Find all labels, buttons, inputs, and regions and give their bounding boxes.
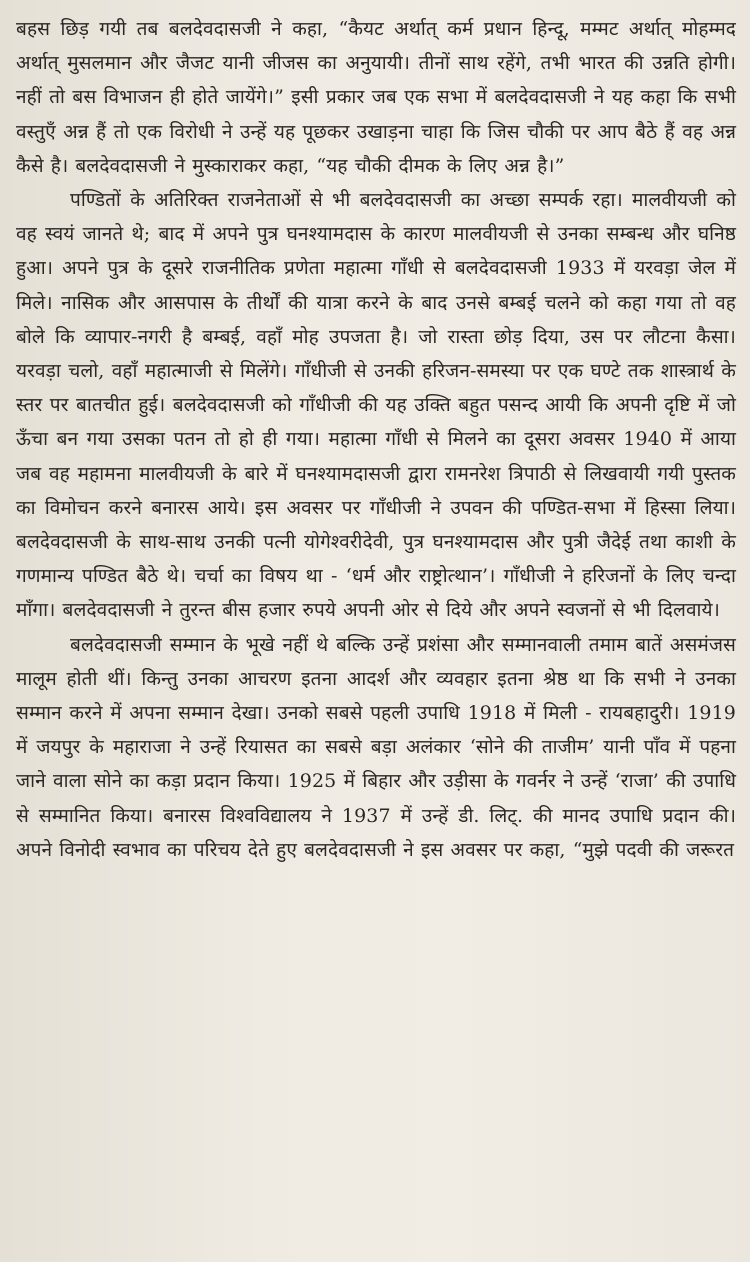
paragraph-3: बलदेवदासजी सम्मान के भूखे नहीं थे बल्कि उन्हें प्रशंसा और सम्मानवाली तमाम बातें असमंजस मालूम होती थीं। किन्तु उनका आचरण इतना आदर्श और व्यवहार इतना श्रेष्ठ था कि सभी ने उनका सम्मान करने में अपना सम्मान देखा। उनको सबसे पहली उपाधि 1918 में मिली - रायबहादुरी। 1919 में जयपुर के महाराजा ने उन्हें रियासत का सबसे बड़ा अलंकार ‘सोने की ताजीम’ यानी पाँव में पहना जाने वाला सोने का कड़ा प्रदान किया। 1925 में बिहार और उड़ीसा के गवर्नर ने उन्हें ‘राजा’ की उपाधि से सम्मानित किया। बनारस विश्वविद्यालय ने 1937 में उन्हें डी. लिट्. की मानद उपाधि प्रदान की। अपने विनोदी स्वभाव का परिचय देते हुए बलदेवदासजी ने इस अवसर पर कहा, “मुझे पदवी की जरूरत — [16, 633, 737, 861]
paragraph-1: बहस छिड़ गयी तब बलदेवदासजी ने कहा, “कैयट अर्थात् कर्म प्रधान हिन्दू, मम्मट अर्थात् मोहम्मद अर्थात् मुसलमान और जैजट यानी जीजस का अनुयायी। तीनों साथ रहेंगे, तभी भारत की उन्नति होगी। नहीं तो बस विभाजन ही होते जायेंगे।” इसी प्रकार जब एक सभा में बलदेवदासजी ने यह कहा कि सभी वस्तुएँ अन्न हैं तो एक विरोधी ने उन्हें यह पूछकर उखाड़ना चाहा कि जिस चौकी पर आप बैठे हैं वह अन्न कैसे है। बलदेवदासजी ने मुस्काराकर कहा, “यह चौकी दीमक के लिए अन्न है।” — [16, 18, 736, 177]
paragraph-2: पण्डितों के अतिरिक्त राजनेताओं से भी बलदेवदासजी का अच्छा सम्पर्क रहा। मालवीयजी को वह स्वयं जानते थे; बाद में अपने पुत्र घनश्यामदास के कारण मालवीयजी से उनका सम्बन्ध और घनिष्ठ हुआ। अपने पुत्र के दूसरे राजनीतिक प्रणेता महात्मा गाँधी से बलदेवदासजी 1933 में यरवड़ा जेल में मिले। नासिक और आसपास के तीर्थों की यात्रा करने के बाद उनसे बम्बई चलने को कहा गया तो वह बोले कि व्यापार-नगरी है बम्बई, वहाँ मोह उपजता है। जो रास्ता छोड़ दिया, उस पर लौटना कैसा। यरवड़ा चलो, वहाँ महात्माजी से मिलेंगे। गाँधीजी से उनकी हरिजन-समस्या पर एक घण्टे तक शास्त्रार्थ के स्तर पर बातचीत हुई। बलदेवदासजी को गाँधीजी की यह उक्ति बहुत पसन्द आयी कि अपनी दृष्टि में जो ऊँचा बन गया उसका पतन तो हो ही गया। महात्मा गाँधी से मिलने का दूसरा अवसर 1940 में आया जब वह महामना मालवीयजी के बारे में घनश्यामदासजी द्वारा रामनरेश त्रिपाठी से लिखवायी गयी पुस्तक का विमोचन करने बनारस आये। इस अवसर पर गाँधीजी ने उपवन की पण्डित-सभा में हिस्सा लिया। बलदेवदासजी के साथ-साथ उनकी पत्नी योगेश्वरीदेवी, पुत्र घनश्यामदास और पुत्री जैदेई तथा काशी के गणमान्य पण्डित बैठे थे। चर्चा का विषय था - ‘धर्म और राष्ट्रोत्थान’। गाँधीजी ने हरिजनों के लिए चन्दा माँगा। बलदेवदासजी ने तुरन्त बीस हजार रुपये अपनी ओर से दिये और अपने स्वजनों से भी दिलवाये। — [16, 189, 737, 622]
